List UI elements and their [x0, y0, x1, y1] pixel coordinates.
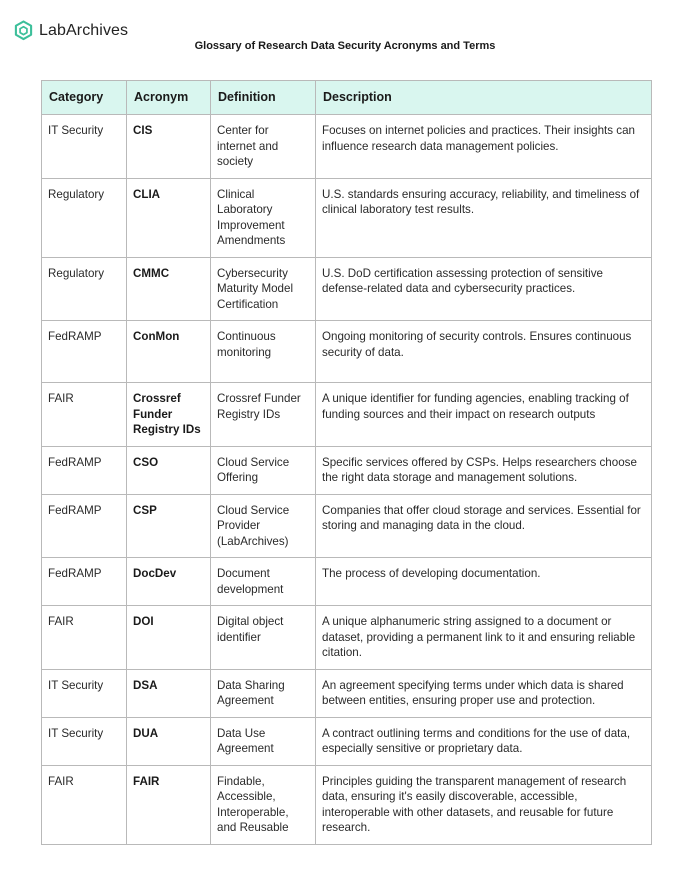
cell-description: The process of developing documentation. [316, 558, 652, 606]
glossary-table [41, 80, 652, 845]
cell-definition: Clinical Laboratory Improvement Amendments [211, 178, 316, 257]
cell-description: A contract outlining terms and conditions for the use of data, especially sensitive or proprietary data. [316, 717, 652, 765]
column-header-description: Description [316, 81, 652, 115]
table-row [42, 257, 652, 321]
cell-category: Regulatory [42, 178, 127, 257]
cell-description: An agreement specifying terms under which data is shared between entities, ensuring proper use and protection. [316, 669, 652, 717]
cell-description: Ongoing monitoring of security controls. Ensures continuous security of data. [316, 321, 652, 383]
cell-category: FedRAMP [42, 446, 127, 494]
column-header-category: Category [42, 81, 127, 115]
cell-description: U.S. DoD certification assessing protection of sensitive defense-related data and cybersecurity practices. [316, 257, 652, 321]
cell-definition: Document development [211, 558, 316, 606]
cell-description: A unique identifier for funding agencies, enabling tracking of funding sources and their impact on research outputs [316, 383, 652, 447]
cell-category: IT Security [42, 669, 127, 717]
cell-acronym: CSP [127, 494, 211, 558]
cell-definition: Digital object identifier [211, 606, 316, 670]
table-row [42, 717, 652, 765]
cell-category: IT Security [42, 115, 127, 179]
cell-description: Focuses on internet policies and practices. Their insights can influence research data management policies. [316, 115, 652, 179]
cell-acronym: CIS [127, 115, 211, 179]
cell-definition: Crossref Funder Registry IDs [211, 383, 316, 447]
cell-acronym: CMMC [127, 257, 211, 321]
table-row [42, 558, 652, 606]
cell-description: U.S. standards ensuring accuracy, reliability, and timeliness of clinical laboratory test results. [316, 178, 652, 257]
cell-acronym: DocDev [127, 558, 211, 606]
table-row [42, 383, 652, 447]
cell-description: Specific services offered by CSPs. Helps researchers choose the right data storage and management solutions. [316, 446, 652, 494]
cell-acronym: CSO [127, 446, 211, 494]
cell-definition: Cloud Service Provider (LabArchives) [211, 494, 316, 558]
cube-icon [14, 20, 33, 41]
cell-definition: Center for internet and society [211, 115, 316, 179]
table-row [42, 606, 652, 670]
table-row [42, 178, 652, 257]
cell-acronym: DSA [127, 669, 211, 717]
brand-name: LabArchives [39, 21, 129, 39]
table-row [42, 115, 652, 179]
column-header-definition: Definition [211, 81, 316, 115]
document-title: Glossary of Research Data Security Acronyms and Terms [194, 40, 496, 52]
cell-definition: Findable, Accessible, Interoperable, and Reusable [211, 765, 316, 844]
cell-acronym: DOI [127, 606, 211, 670]
cell-description: Principles guiding the transparent management of research data, ensuring it's easily discoverable, accessible, interoperable with other datasets, and reusable for future research. [316, 765, 652, 844]
cell-description: Companies that offer cloud storage and services. Essential for storing and managing data in the cloud. [316, 494, 652, 558]
cell-acronym: FAIR [127, 765, 211, 844]
cell-definition: Cloud Service Offering [211, 446, 316, 494]
cell-category: FAIR [42, 765, 127, 844]
cell-acronym: ConMon [127, 321, 211, 383]
table-header-row [42, 81, 652, 115]
table-row [42, 765, 652, 844]
column-header-acronym: Acronym [127, 81, 211, 115]
cell-definition: Data Sharing Agreement [211, 669, 316, 717]
cell-acronym: DUA [127, 717, 211, 765]
cell-category: FedRAMP [42, 321, 127, 383]
cell-definition: Data Use Agreement [211, 717, 316, 765]
cell-category: FedRAMP [42, 558, 127, 606]
cell-category: Regulatory [42, 257, 127, 321]
cell-definition: Continuous monitoring [211, 321, 316, 383]
cell-category: FAIR [42, 383, 127, 447]
cell-category: FAIR [42, 606, 127, 670]
cell-category: IT Security [42, 717, 127, 765]
cell-category: FedRAMP [42, 494, 127, 558]
cell-description: A unique alphanumeric string assigned to a document or dataset, providing a permanent link to it and ensuring reliable citation. [316, 606, 652, 670]
cell-acronym: CLIA [127, 178, 211, 257]
table-row [42, 669, 652, 717]
brand-logo [14, 20, 128, 41]
table-row [42, 321, 652, 383]
table-row [42, 446, 652, 494]
table-row [42, 494, 652, 558]
cell-acronym: Crossref Funder Registry IDs [127, 383, 211, 447]
cell-definition: Cybersecurity Maturity Model Certification [211, 257, 316, 321]
